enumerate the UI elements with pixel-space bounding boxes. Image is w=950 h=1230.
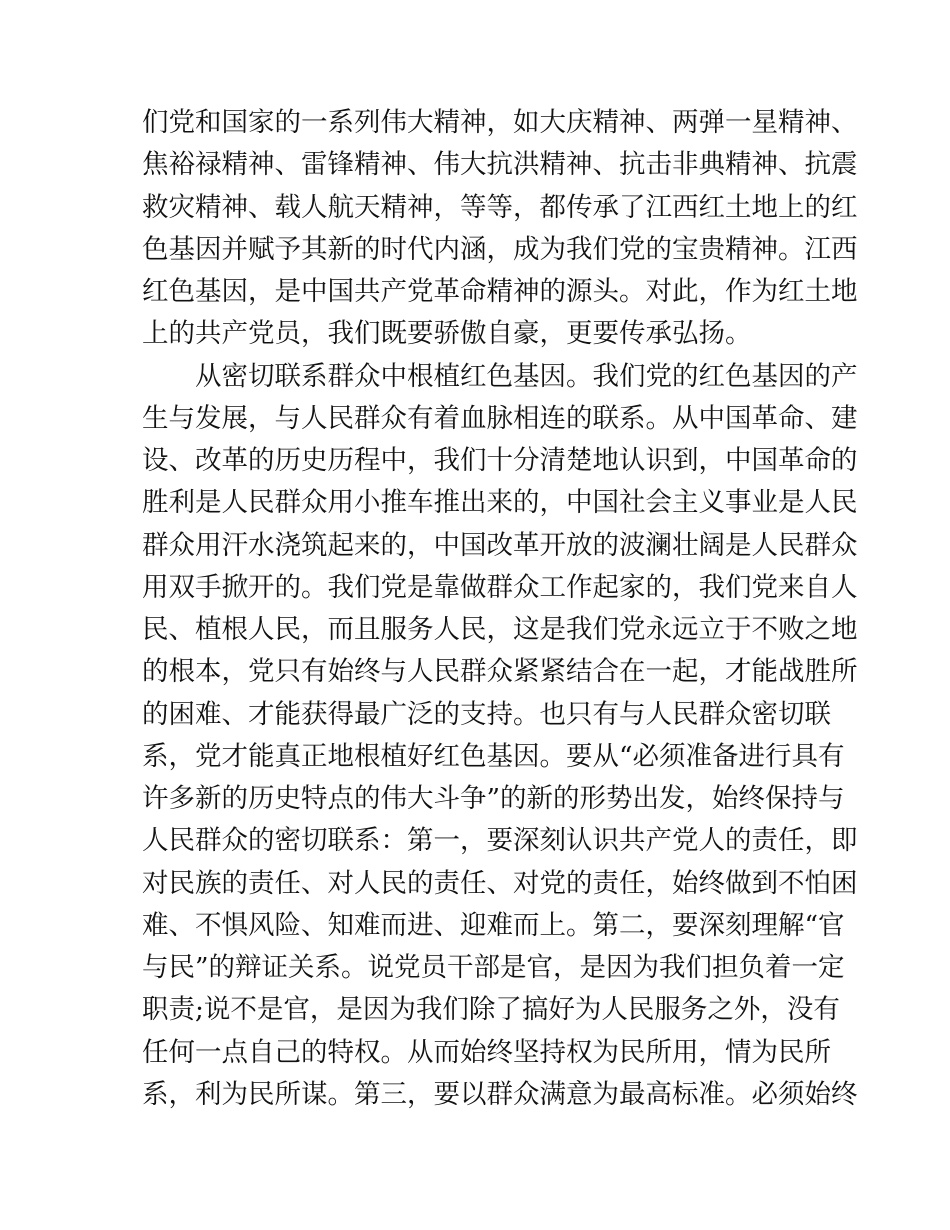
- text-line: 色基因并赋予其新的时代内涵，成为我们党的宝贵精神。江西: [142, 233, 858, 265]
- paragraph: [142, 102, 858, 356]
- text-line: 系，利为民所谋。第三，要以群众满意为最高标准。必须始终: [142, 1078, 858, 1110]
- document-body: [142, 102, 858, 1116]
- text-line: 用双手掀开的。我们党是靠做群众工作起家的，我们党来自人: [142, 571, 858, 603]
- text-line: 的根本，党只有始终与人民群众紧紧结合在一起，才能战胜所: [142, 656, 858, 688]
- text-line: 红色基因，是中国共产党革命精神的源头。对此，作为红土地: [142, 276, 858, 307]
- text-line: 胜利是人民群众用小推车推出来的，中国社会主义事业是人民: [142, 487, 858, 519]
- text-line: 任何一点自己的特权。从而始终坚持权为民所用，情为民所: [142, 1036, 831, 1068]
- paragraph: [142, 356, 858, 1117]
- text-line: 的困难、才能获得最广泛的支持。也只有与人民群众密切联: [142, 698, 831, 730]
- text-line: 们党和国家的一系列伟大精神，如大庆精神、两弹一星精神、: [142, 107, 858, 138]
- text-line: 群众用汗水浇筑起来的，中国改革开放的波澜壮阔是人民群众: [142, 529, 858, 561]
- text-line: 救灾精神、载人航天精神，等等，都传承了江西红土地上的红: [142, 191, 858, 223]
- text-line: 难、不惧风险、知难而进、迎难而上。第二，要深刻理解“官: [142, 909, 845, 941]
- text-line: 许多新的历史特点的伟大斗争”的新的形势出发，始终保持与: [142, 783, 845, 814]
- text-line: 与民”的辩证关系。说党员干部是官，是因为我们担负着一定: [142, 952, 845, 983]
- text-line: 生与发展，与人民群众有着血脉相连的联系。从中国革命、建: [142, 402, 858, 434]
- text-line: 人民群众的密切联系：第一，要深刻认识共产党人的责任，即: [142, 825, 858, 857]
- text-line: 职责;说不是官，是因为我们除了搞好为人民服务之外，没有: [142, 994, 840, 1026]
- text-line: 焦裕禄精神、雷锋精神、伟大抗洪精神、抗击非典精神、抗震: [142, 149, 858, 181]
- text-line: 系，党才能真正地根植好红色基因。要从“必须准备进行具有: [142, 740, 845, 772]
- text-line: 民、植根人民，而且服务人民，这是我们党永远立于不败之地: [142, 614, 858, 645]
- text-line: 对民族的责任、对人民的责任、对党的责任，始终做到不怕困: [142, 867, 858, 899]
- text-line: 从密切联系群众中根植红色基因。我们党的红色基因的产: [195, 360, 858, 392]
- text-line: 上的共产党员，我们既要骄傲自豪，更要传承弘扬。: [142, 318, 752, 350]
- text-line: 设、改革的历史历程中，我们十分清楚地认识到，中国革命的: [142, 445, 858, 476]
